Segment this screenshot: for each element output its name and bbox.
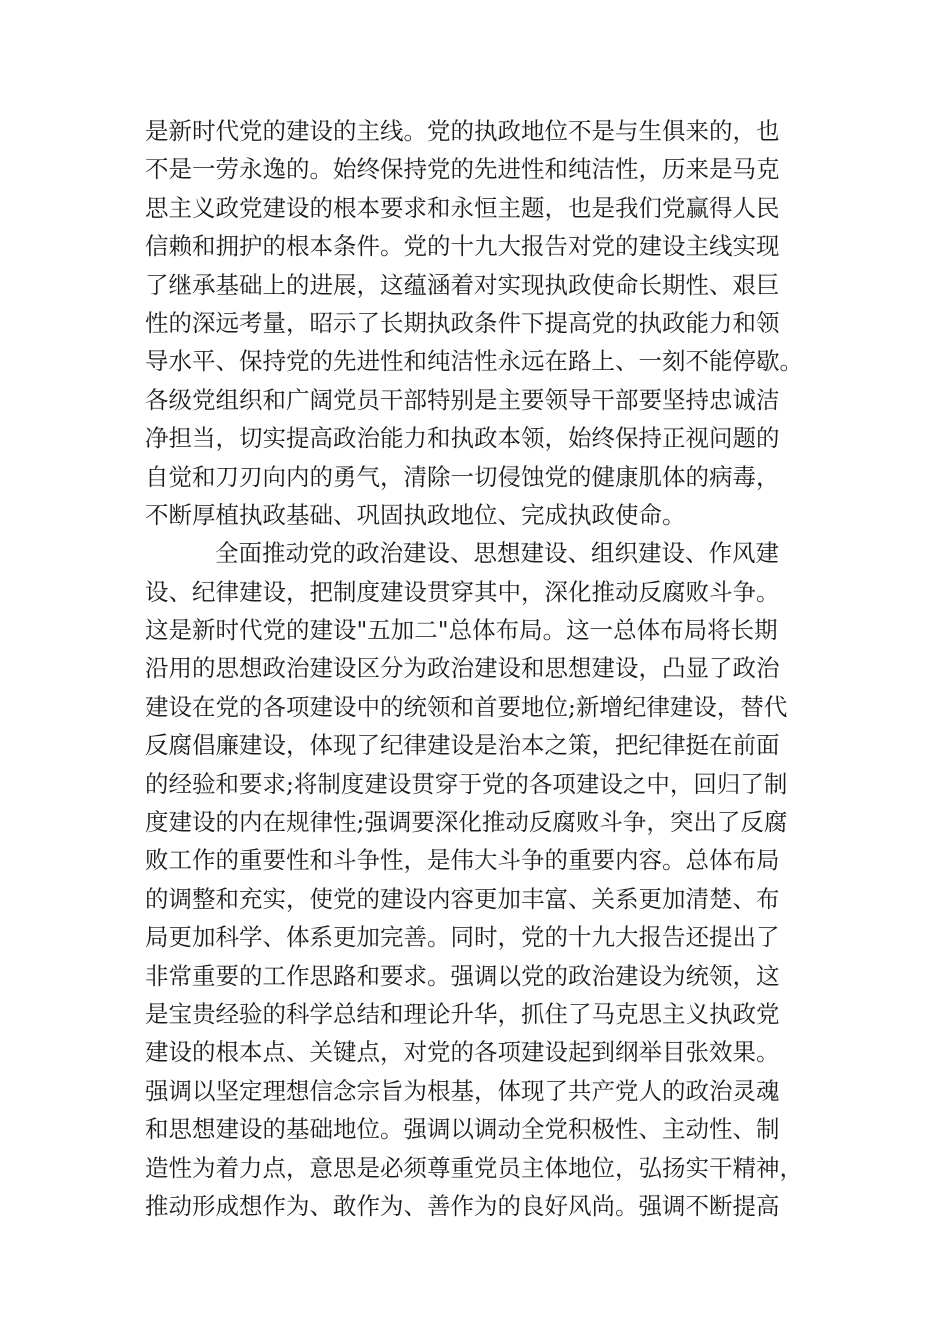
text-line: 建设在党的各项建设中的统领和首要地位;新增纪律建设，替代 [145,692,788,721]
text-line: 强调以坚定理想信念宗旨为根基，体现了共产党人的政治灵魂 [145,1076,780,1105]
text-line: 建设的根本点、关键点，对党的各项建设起到纲举目张效果。 [145,1038,780,1067]
text-line: 是宝贵经验的科学总结和理论升华，抓住了马克思主义执政党 [145,999,780,1028]
text-line: 的经验和要求;将制度建设贯穿于党的各项建设之中，回归了制 [145,769,788,798]
text-line: 不断厚植执政基础、巩固执政地位、完成执政使命。 [145,500,686,529]
text-line: 沿用的思想政治建设区分为政治建设和思想建设，凸显了政治 [145,654,780,683]
text-line: 这是新时代党的建设"五加二"总体布局。这一总体布局将长期 [145,616,778,645]
text-line: 反腐倡廉建设，体现了纪律建设是治本之策，把纪律挺在前面 [145,731,780,760]
text-line: 全面推动党的政治建设、思想建设、组织建设、作风建 [215,539,779,568]
text-line: 信赖和拥护的根本条件。党的十九大报告对党的建设主线实现 [145,232,780,261]
text-line: 思主义政党建设的根本要求和永恒主题，也是我们党赢得人民 [145,193,780,222]
paragraph-1 [145,112,825,534]
text-line: 推动形成想作为、敢作为、善作为的良好风尚。强调不断提高 [145,1191,780,1220]
text-line: 造性为着力点，意思是必须尊重党员主体地位，弘扬实干精神， [145,1153,803,1182]
text-line: 是新时代党的建设的主线。党的执政地位不是与生俱来的，也 [145,117,780,145]
text-line: 败工作的重要性和斗争性，是伟大斗争的重要内容。总体布局 [145,846,780,875]
text-line: 局更加科学、体系更加完善。同时，党的十九大报告还提出了 [145,923,780,952]
text-line: 净担当，切实提高政治能力和执政本领，始终保持正视问题的 [145,424,780,453]
text-line: 非常重要的工作思路和要求。强调以党的政治建设为统领，这 [145,961,780,990]
text-line: 和思想建设的基础地位。强调以调动全党积极性、主动性、制 [145,1115,780,1144]
text-line: 设、纪律建设，把制度建设贯穿其中，深化推动反腐败斗争。 [145,577,780,606]
text-line: 自觉和刀刃向内的勇气，清除一切侵蚀党的健康肌体的病毒， [145,462,780,491]
body-text [145,112,825,1225]
text-line: 不是一劳永逸的。始终保持党的先进性和纯洁性，历来是马克 [145,155,780,184]
text-line: 性的深远考量，昭示了长期执政条件下提高党的执政能力和领 [145,308,780,337]
text-line: 的调整和充实，使党的建设内容更加丰富、关系更加清楚、布 [145,884,780,913]
text-line: 各级党组织和广阔党员干部特别是主要领导干部要坚持忠诚洁 [145,385,780,414]
text-line: 度建设的内在规律性;强调要深化推动反腐败斗争，突出了反腐 [145,808,788,837]
text-line: 导水平、保持党的先进性和纯洁性永远在路上、一刻不能停歇。 [145,347,803,376]
text-line: 了继承基础上的进展，这蕴涵着对实现执政使命长期性、艰巨 [145,270,780,299]
paragraph-2 [145,534,825,1225]
